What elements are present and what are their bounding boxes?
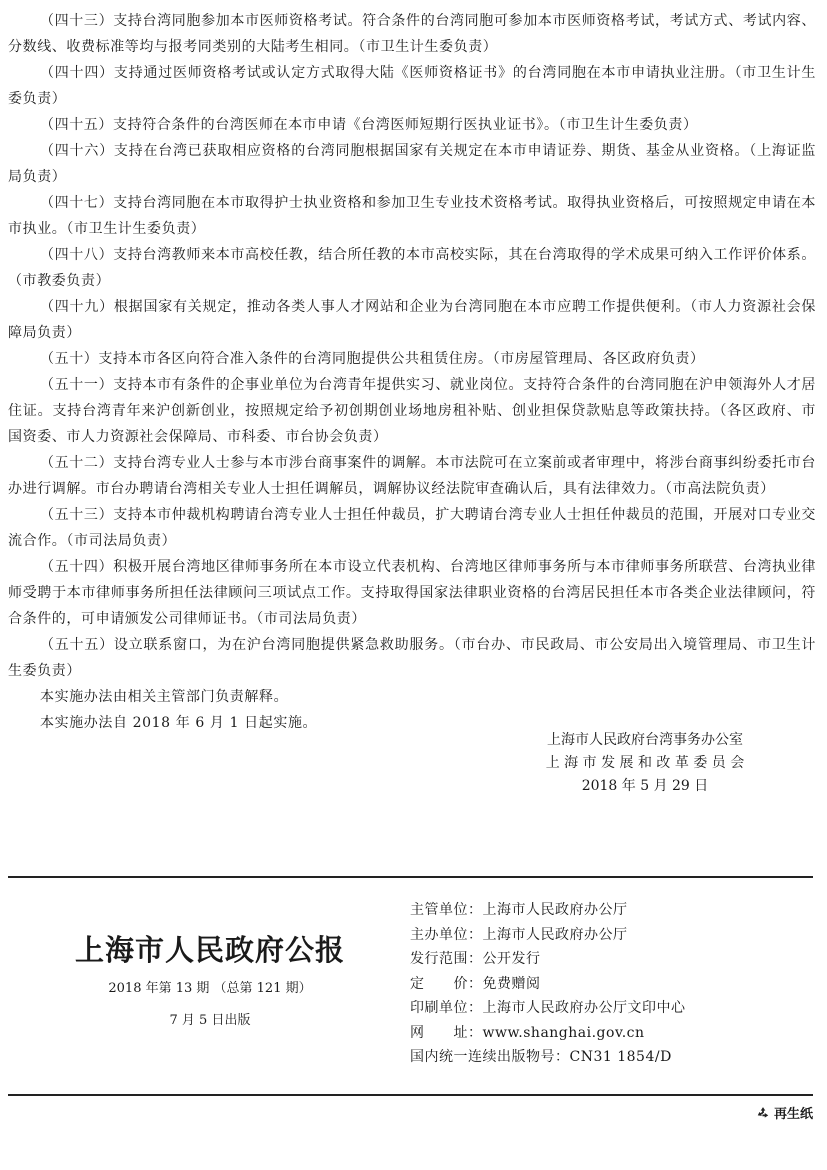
gazette-title: 上海市人民政府公报: [74, 933, 345, 967]
document-body: [8, 8, 816, 736]
issuing-org-2: 上 海 市 发 展 和 改 革 委 员 会: [545, 755, 745, 771]
gazette-masthead: [40, 930, 380, 1031]
clause-50: （五十）支持本市各区向符合准入条件的台湾同胞提供公共租赁住房。（市房屋管理局、各区政府负责）: [40, 351, 705, 367]
colophon: [410, 898, 686, 1070]
colophon-supervisor: 主管单位：上海市人民政府办公厅: [410, 902, 628, 918]
clause-52: （五十二）支持台湾专业人士参与本市涉台商事案件的调解。本市法院可在立案前或者审理中，将涉台商事纠纷委托市台办进行调解。市台办聘请台湾相关专业人士担任调解员，调解协议经法院审查确认后，具有法律效力。（市高法院负责）: [8, 455, 816, 497]
colophon-distribution: 发行范围：公开发行: [410, 951, 541, 967]
recycle-icon: [756, 1106, 770, 1120]
clause-54: （五十四）积极开展台湾地区律师事务所在本市设立代表机构、台湾地区律师事务所与本市律师事务所联营、台湾执业律师受聘于本市律师事务所担任法律顾问三项试点工作。支持取得国家法律职业资格的台湾居民担任本市各类企业法律顾问，符合条件的，可申请颁发公司律师证书。（市司法局负责）: [8, 559, 816, 627]
recycled-paper-label: 再生纸: [773, 1107, 813, 1122]
colophon-sponsor: 主办单位：上海市人民政府办公厅: [410, 926, 628, 943]
colophon-serial-number: 国内统一连续出版物号：CN31 1854/D: [410, 1049, 672, 1065]
clause-47: （四十七）支持台湾同胞在本市取得护士执业资格和参加卫生专业技术资格考试。取得执业资格后，可按照规定申请在本市执业。（市卫生计生委负责）: [8, 195, 816, 237]
recycled-paper-mark: [756, 1103, 813, 1122]
clause-49: （四十九）根据国家有关规定，推动各类人事人才网站和企业为台湾同胞在本市应聘工作提供便利。（市人力资源社会保障局负责）: [8, 299, 816, 341]
colophon-price: 定 价：免费赠阅: [410, 975, 541, 992]
signature-block: [510, 729, 780, 798]
clause-46: （四十六）支持在台湾已获取相应资格的台湾同胞根据国家有关规定在本市申请证券、期货、基金从业资格。（上海证监局负责）: [8, 143, 816, 185]
gazette-publish-date: 7 月 5 日出版: [169, 1013, 251, 1028]
clause-44: （四十四）支持通过医师资格考试或认定方式取得大陆《医师资格证书》的台湾同胞在本市申请执业注册。（市卫生计生委负责）: [8, 65, 816, 107]
issue-date: 2018 年 5 月 29 日: [581, 778, 709, 794]
bottom-divider: [8, 1094, 813, 1096]
interpretation-note: 本实施办法由相关主管部门负责解释。: [40, 689, 289, 705]
colophon-printer: 印刷单位：上海市人民政府办公厅文印中心: [410, 1000, 686, 1016]
issuing-org-1: 上海市人民政府台湾事务办公室: [547, 732, 743, 748]
effective-date-note: 本实施办法自 2018 年 6 月 1 日起实施。: [40, 715, 318, 731]
colophon-website: 网 址：www.shanghai.gov.cn: [410, 1024, 645, 1041]
clause-48: （四十八）支持台湾教师来本市高校任教，结合所任教的本市高校实际，其在台湾取得的学术成果可纳入工作评价体系。（市教委负责）: [8, 247, 816, 289]
clause-45: （四十五）支持符合条件的台湾医师在本市申请《台湾医师短期行医执业证书》。（市卫生计生委负责）: [40, 117, 698, 133]
clause-51: （五十一）支持本市有条件的企事业单位为台湾青年提供实习、就业岗位。支持符合条件的台湾同胞在沪申领海外人才居住证。支持台湾青年来沪创新创业，按照规定给予初创期创业场地房租补贴、创业担保贷款贴息等政策扶持。（各区政府、市国资委、市人力资源社会保障局、市科委、市台协会负责）: [8, 377, 816, 445]
clause-53: （五十三）支持本市仲裁机构聘请台湾专业人士担任仲裁员，扩大聘请台湾专业人士担任仲裁员的范围，开展对口专业交流合作。（市司法局负责）: [8, 507, 816, 549]
clause-43: （四十三）支持台湾同胞参加本市医师资格考试。符合条件的台湾同胞可参加本市医师资格考试，考试方式、考试内容、分数线、收费标准等均与报考同类别的大陆考生相同。（市卫生计生委负责）: [8, 13, 816, 55]
clause-55: （五十五）设立联系窗口，为在沪台湾同胞提供紧急救助服务。（市台办、市民政局、市公安局出入境管理局、市卫生计生委负责）: [8, 637, 816, 679]
gazette-issue: 2018 年第 13 期 （总第 121 期）: [108, 981, 312, 996]
top-divider: [8, 876, 813, 878]
